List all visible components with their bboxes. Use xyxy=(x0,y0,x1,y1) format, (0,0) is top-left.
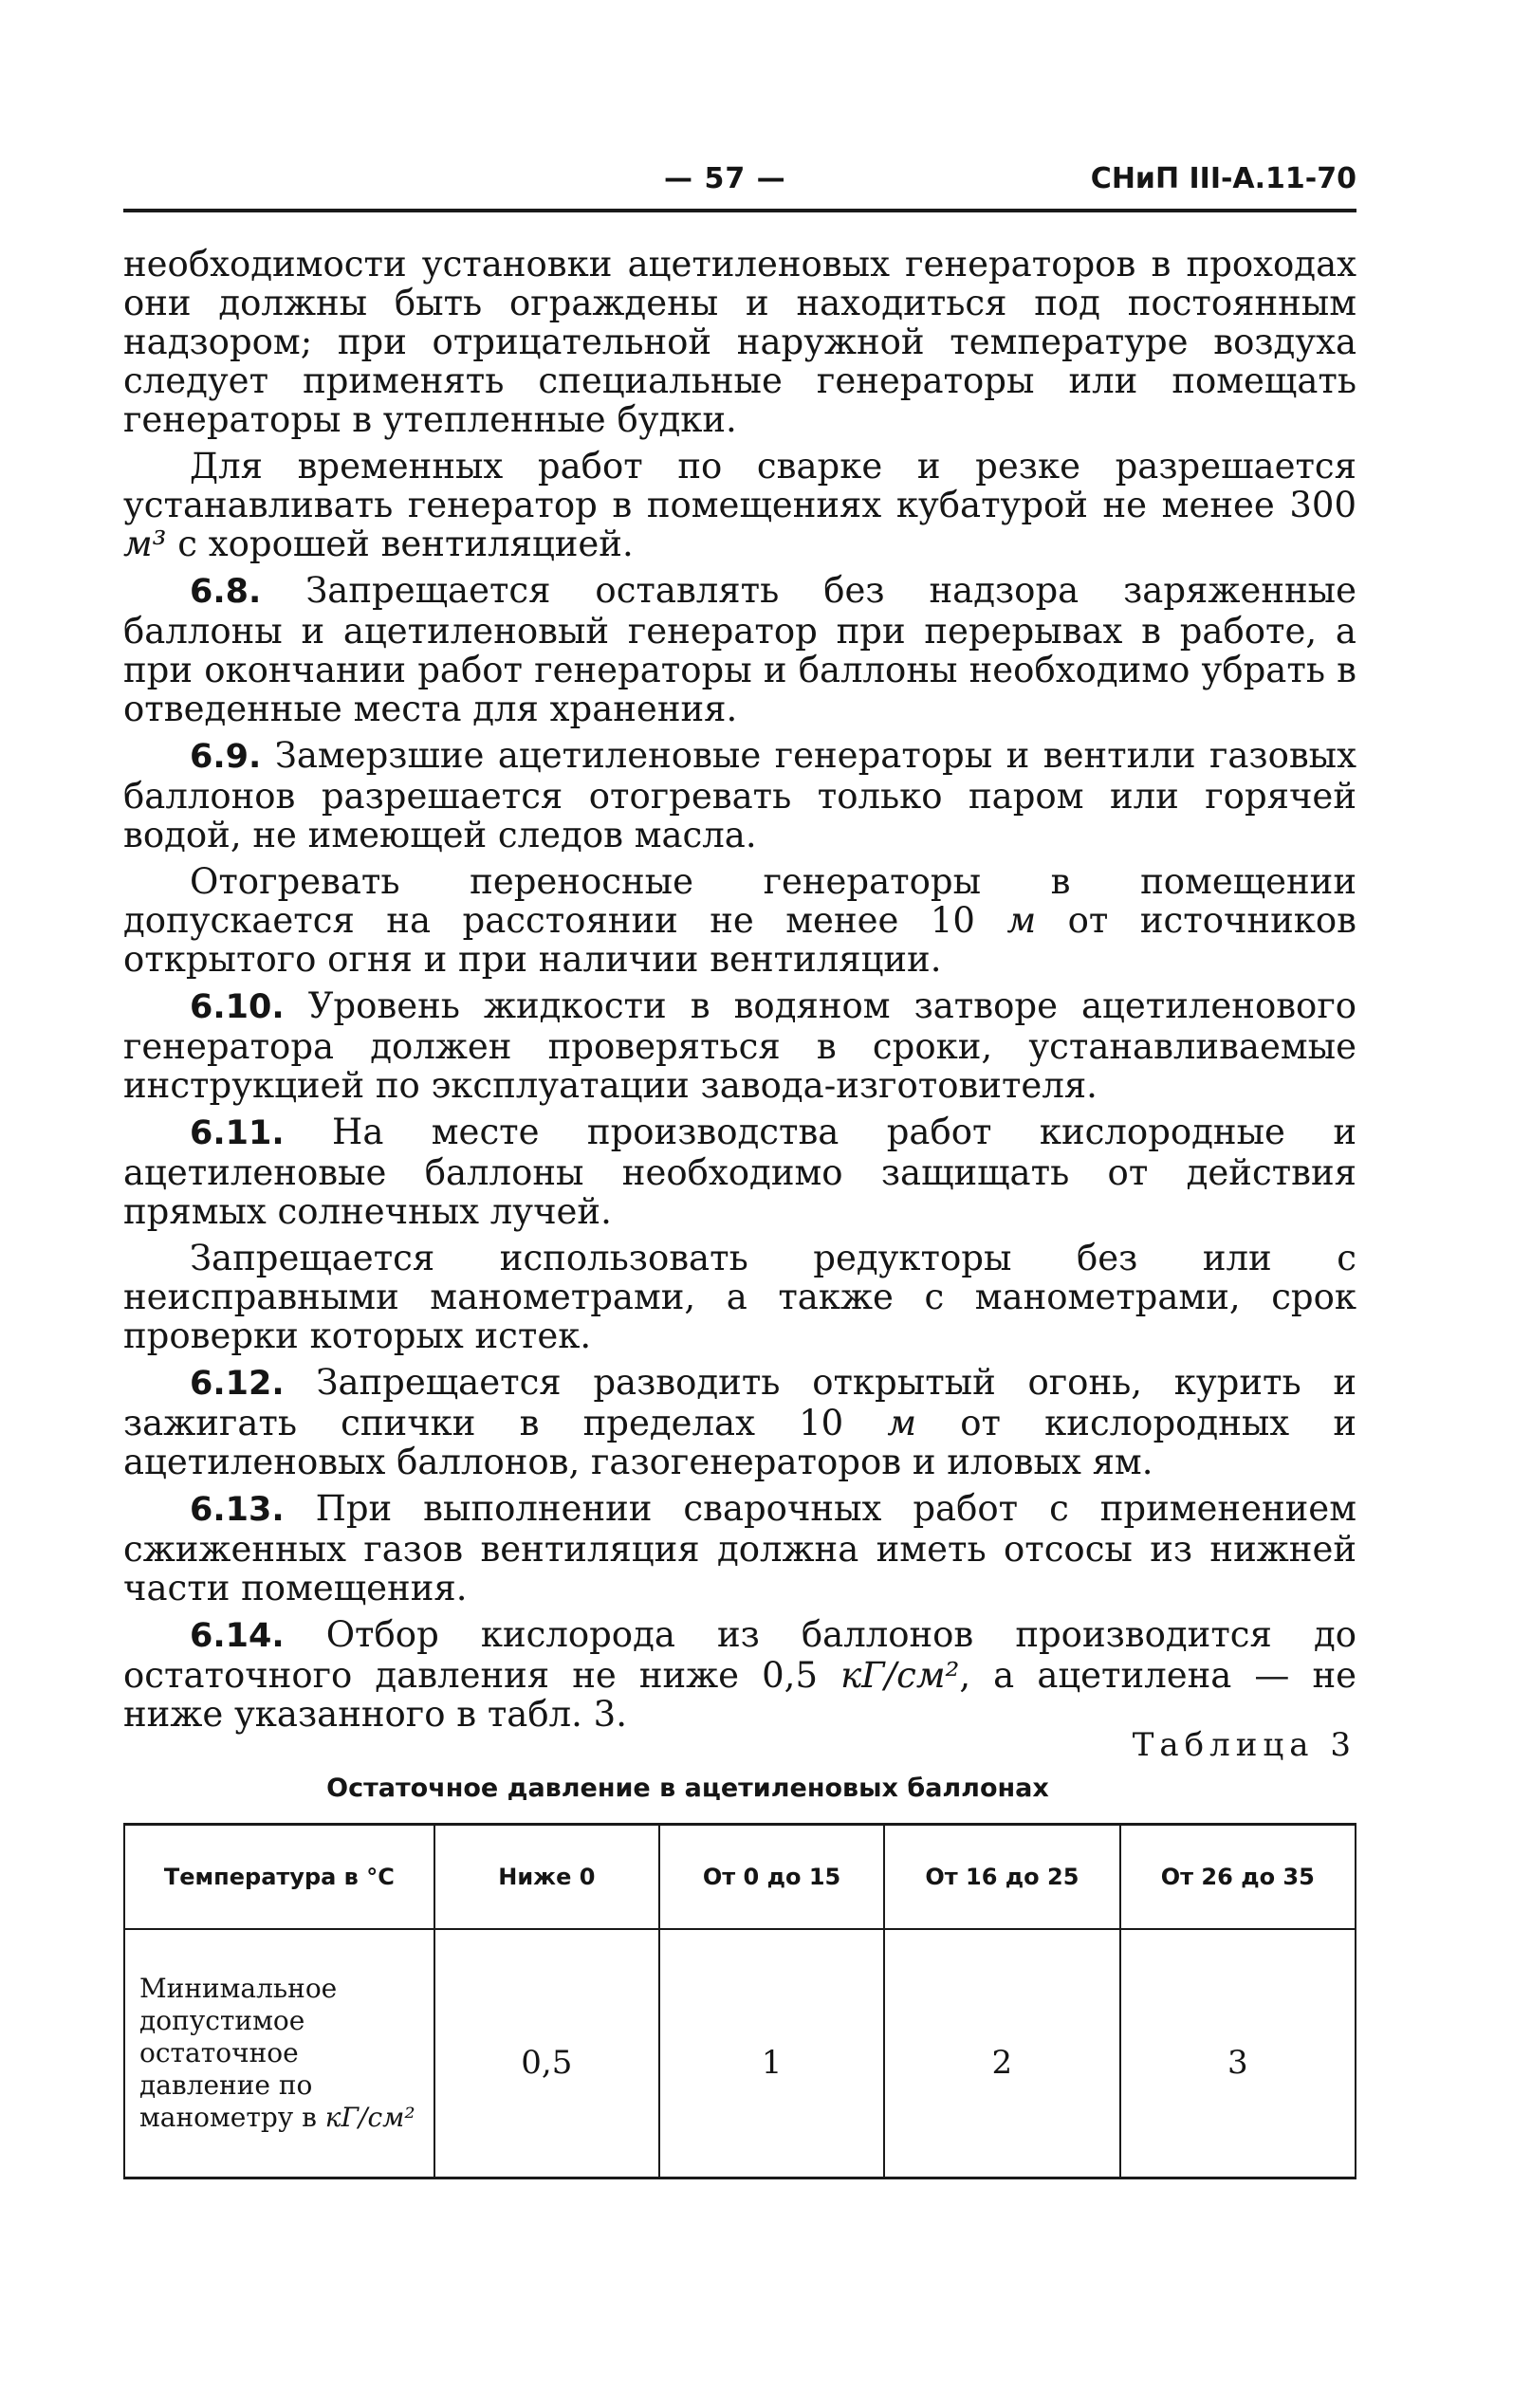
table-cell: 3 xyxy=(1120,1929,1356,2178)
paragraph-text: Замерзшие ацетиленовые генераторы и вентили газовых баллонов разрешается отогревать только паром или горячей водой, не имеющей следов масла. xyxy=(123,735,1356,855)
paragraph xyxy=(123,862,1356,979)
body-text xyxy=(123,245,1356,1741)
clause-6-9 xyxy=(123,736,1356,855)
paragraph-text: На месте производства работ кислородные и ацетиленовые баллоны необходимо защищать от действия прямых солнечных лучей. xyxy=(123,1112,1356,1232)
paragraph-text: , а ацетилена — не ниже указанного в табл. 3. xyxy=(123,1655,1357,1735)
header-rule xyxy=(123,209,1356,212)
clause-6-14 xyxy=(123,1615,1356,1734)
paragraph-text: Запрещается разводить открытый огонь, курить и зажигать спички в пределах 10 xyxy=(123,1362,1356,1443)
paragraph-text: от источников открытого огня и при наличии вентиляции. xyxy=(123,900,1356,980)
clause-6-13 xyxy=(123,1489,1356,1608)
table-cell: 1 xyxy=(659,1929,884,2178)
clause-number: 6.11. xyxy=(190,1114,285,1152)
column-header: Ниже 0 xyxy=(434,1825,659,1930)
clause-number: 6.13. xyxy=(190,1491,285,1529)
table-cell: 2 xyxy=(884,1929,1119,2178)
unit: кГ/см² xyxy=(840,1655,960,1696)
paragraph-text: Запрещается оставлять без надзора заряженные баллоны и ацетиленовый генератор при перерывах в работе, а при окончании работ генераторы и баллоны необходимо убрать в отведенные места для хранения. xyxy=(123,570,1356,729)
unit: м xyxy=(1006,900,1037,941)
clause-number: 6.8. xyxy=(190,573,262,611)
clause-6-11 xyxy=(123,1112,1356,1231)
clause-6-12 xyxy=(123,1363,1356,1481)
column-header: Температура в °С xyxy=(124,1825,434,1930)
column-header: От 0 до 15 xyxy=(659,1825,884,1930)
unit: кГ/см² xyxy=(324,2102,415,2133)
paragraph xyxy=(123,245,1356,439)
paragraph-text: Запрещается использовать редукторы без или с неисправными манометрами, а также с манометрами, срок проверки которых истек. xyxy=(123,1238,1356,1356)
table-title: Остаточное давление в ацетиленовых баллонах xyxy=(326,1774,1049,1803)
paragraph-text: необходимости установки ацетиленовых генераторов в проходах они должны быть ограждены и находиться под постоянным надзором; при отрицательной наружной температуре воздуха следует применять специальные генераторы или помещать генераторы в утепленные будки. xyxy=(123,244,1356,440)
page-number: — 57 — xyxy=(664,162,786,195)
clause-number: 6.12. xyxy=(190,1365,285,1403)
column-header: От 16 до 25 xyxy=(884,1825,1119,1930)
paragraph-text: Уровень жидкости в водяном затворе ацетиленового генератора должен проверяться в сроки, устанавливаемые инструкцией по эксплуатации завода-изготовителя. xyxy=(123,985,1356,1106)
clause-6-10 xyxy=(123,986,1356,1105)
clause-number: 6.9. xyxy=(190,738,262,776)
paragraph-text: Отбор кислорода из баллонов производится до остаточного давления не ниже 0,5 xyxy=(123,1614,1356,1696)
paragraph-text: Для временных работ по сварке и резке разрешается устанавливать генератор в помещениях кубатурой не менее 300 xyxy=(123,446,1356,525)
paragraph xyxy=(123,447,1356,563)
table-label: Таблица 3 xyxy=(1132,1726,1356,1764)
paragraph xyxy=(123,1239,1356,1355)
row-label-text: Минимальное допустимое остаточное давление по манометру в xyxy=(139,1973,338,2133)
page-header xyxy=(123,156,1356,204)
clause-number: 6.10. xyxy=(190,988,285,1026)
unit: м xyxy=(887,1403,917,1443)
clause-number: 6.14. xyxy=(190,1617,285,1655)
table-row xyxy=(124,1929,1356,2178)
paragraph-text: с хорошей вентиляцией. xyxy=(166,524,634,564)
row-label xyxy=(124,1929,434,2178)
pressure-table xyxy=(123,1823,1356,2179)
column-header: От 26 до 35 xyxy=(1120,1825,1356,1930)
document-page xyxy=(123,0,1356,2408)
unit: м³ xyxy=(123,524,167,564)
paragraph-text: от кислородных и ацетиленовых баллонов, газогенераторов и иловых ям. xyxy=(123,1403,1356,1482)
clause-6-8 xyxy=(123,571,1356,728)
paragraph-text: При выполнении сварочных работ с применением сжиженных газов вентиляция должна иметь отсосы из нижней части помещения. xyxy=(123,1488,1356,1608)
document-code: СНиП III-А.11-70 xyxy=(1090,162,1356,195)
table-header-row xyxy=(124,1825,1356,1930)
paragraph-text: Отогревать переносные генераторы в помещении допускается на расстоянии не менее 10 xyxy=(123,861,1356,941)
table-cell: 0,5 xyxy=(434,1929,659,2178)
